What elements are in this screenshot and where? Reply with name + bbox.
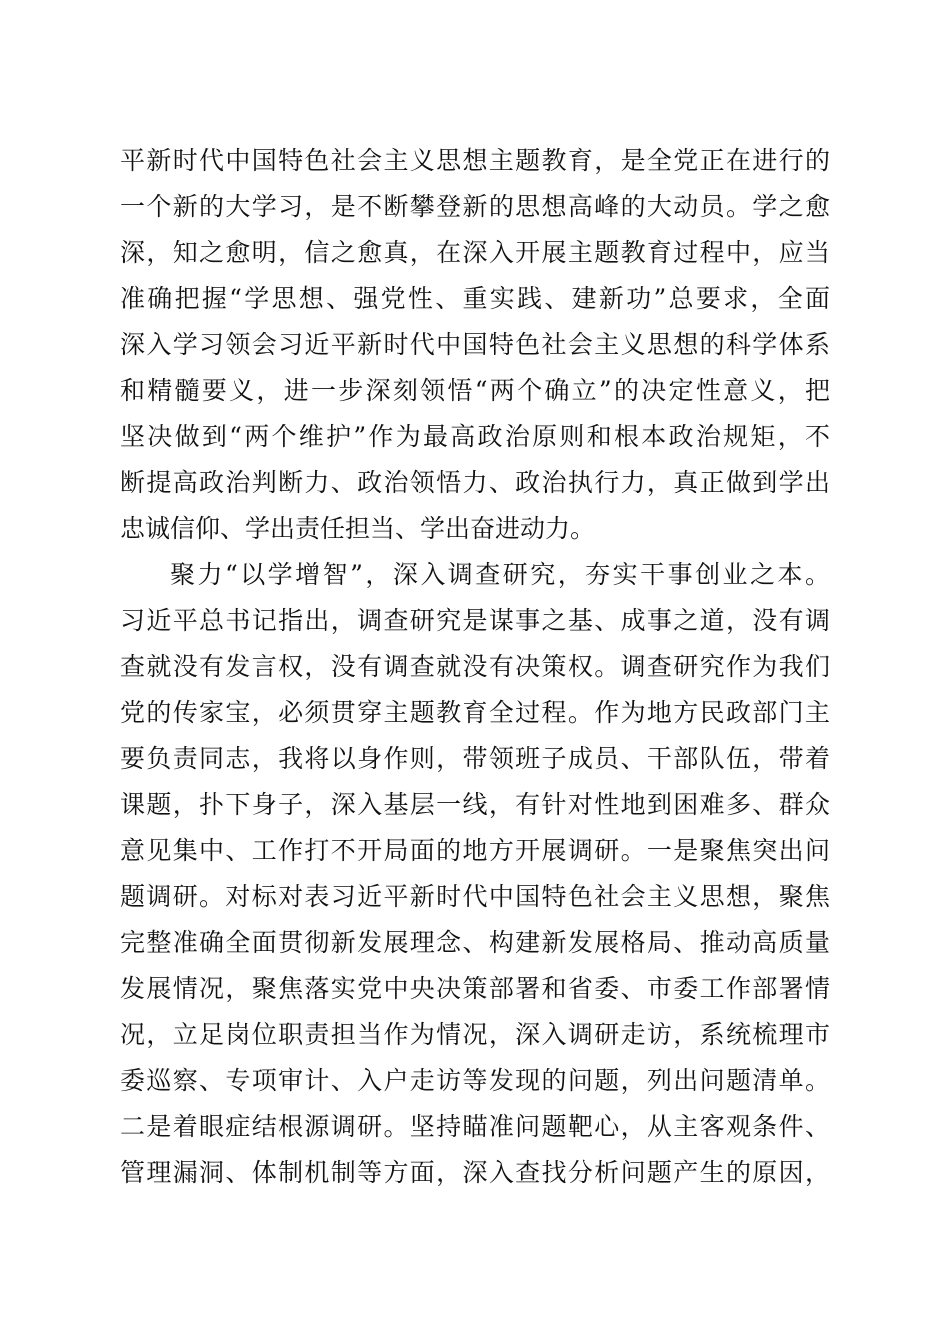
text-line-12: 查就没有发言权，没有调查就没有决策权。调查研究作为我们	[120, 652, 830, 681]
text-line-22: 二是着眼症结根源调研。坚持瞄准问题靶心，从主客观条件、	[120, 1112, 830, 1141]
text-line-9: 忠诚信仰、学出责任担当、学出奋进动力。	[120, 514, 596, 543]
text-line-6: 和精髓要义，进一步深刻领悟“两个确立”的决定性意义，把	[120, 376, 830, 405]
text-line-4: 准确把握“学思想、强党性、重实践、建新功”总要求，全面	[120, 284, 830, 313]
text-line-17: 题调研。对标对表习近平新时代中国特色社会主义思想，聚焦	[120, 882, 830, 911]
text-line-8: 断提高政治判断力、政治领悟力、政治执行力，真正做到学出	[120, 468, 830, 497]
text-line-13: 党的传家宝，必须贯穿主题教育全过程。作为地方民政部门主	[120, 698, 830, 727]
text-line-5: 深入学习领会习近平新时代中国特色社会主义思想的科学体系	[120, 330, 830, 359]
text-line-14: 要负责同志，我将以身作则，带领班子成员、干部队伍，带着	[120, 744, 830, 773]
text-line-21: 委巡察、专项审计、入户走访等发现的问题，列出问题清单。	[120, 1066, 830, 1095]
text-line-7: 坚决做到“两个维护”作为最高政治原则和根本政治规矩，不	[120, 422, 830, 451]
document-body	[120, 138, 830, 1196]
text-line-23: 管理漏洞、体制机制等方面，深入查找分析问题产生的原因，	[120, 1158, 830, 1187]
text-line-3: 深，知之愈明，信之愈真，在深入开展主题教育过程中，应当	[120, 238, 830, 267]
text-line-15: 课题，扑下身子，深入基层一线，有针对性地到困难多、群众	[120, 790, 830, 819]
text-line-1: 平新时代中国特色社会主义思想主题教育，是全党正在进行的	[120, 146, 830, 175]
text-line-18: 完整准确全面贯彻新发展理念、构建新发展格局、推动高质量	[120, 928, 830, 957]
text-line-20: 况，立足岗位职责担当作为情况，深入调研走访，系统梳理市	[120, 1020, 830, 1049]
text-line-11: 习近平总书记指出，调查研究是谋事之基、成事之道，没有调	[120, 606, 830, 635]
text-line-19: 发展情况，聚焦落实党中央决策部署和省委、市委工作部署情	[120, 974, 830, 1003]
text-line-2: 一个新的大学习，是不断攀登新的思想高峰的大动员。学之愈	[120, 192, 830, 221]
text-line-16: 意见集中、工作打不开局面的地方开展调研。一是聚焦突出问	[120, 836, 830, 865]
paragraph-2-first-line: 聚力“以学增智”，深入调查研究，夯实干事创业之本。	[170, 560, 830, 589]
